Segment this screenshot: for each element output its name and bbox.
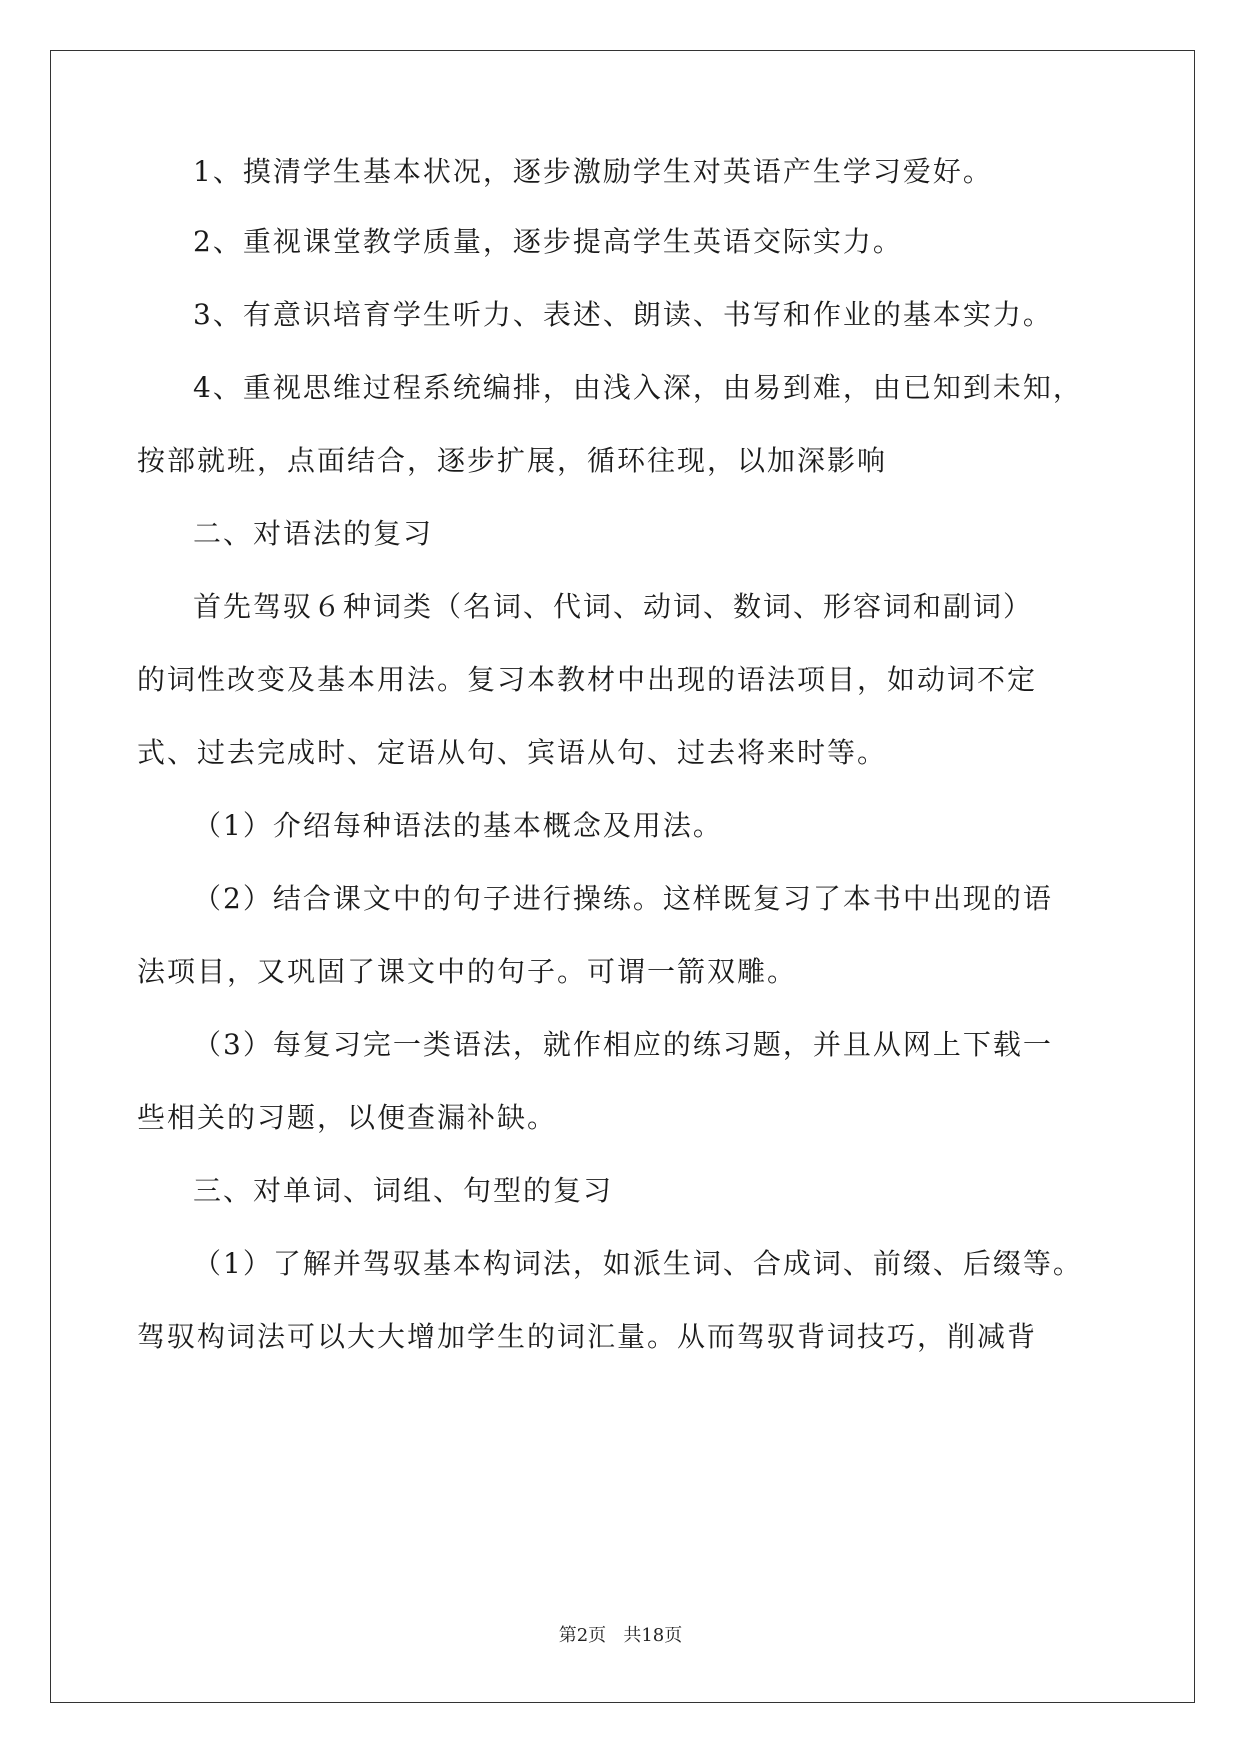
text-line: 式、过去完成时、定语从句、宾语从句、过去将来时等。 <box>137 736 888 769</box>
text-line: 3、有意识培育学生听力、表述、朗读、书写和作业的基本实力。 <box>193 298 1053 331</box>
text-line: 2、重视课堂教学质量，逐步提高学生英语交际实力。 <box>193 225 903 258</box>
text-line: 的词性改变及基本用法。复习本教材中出现的语法项目，如动词不定 <box>137 663 1038 696</box>
section-heading: 三、对单词、词组、句型的复习 <box>193 1174 614 1207</box>
page-total: 共18页 <box>623 1625 683 1646</box>
text-line: 法项目，又巩固了课文中的句子。可谓一箭双雕。 <box>137 955 798 988</box>
text-line: （1）了解并驾驭基本构词法，如派生词、合成词、前缀、后缀等。 <box>193 1247 1083 1280</box>
page-footer <box>0 1624 1241 1648</box>
section-heading: 二、对语法的复习 <box>193 517 434 550</box>
page-number: 第2页 <box>558 1625 607 1646</box>
text-line: 4、重视思维过程系统编排，由浅入深，由易到难，由已知到未知， <box>193 371 1083 404</box>
text-line: （2）结合课文中的句子进行操练。这样既复习了本书中出现的语 <box>193 882 1053 915</box>
text-line: 1、摸清学生基本状况，逐步激励学生对英语产生学习爱好。 <box>193 155 993 188</box>
text-line: （1）介绍每种语法的基本概念及用法。 <box>193 809 723 842</box>
text-line: 些相关的习题，以便查漏补缺。 <box>137 1101 558 1134</box>
text-line: 按部就班，点面结合，逐步扩展，循环往现，以加深影响 <box>137 444 888 477</box>
text-line: （3）每复习完一类语法，就作相应的练习题，并且从网上下载一 <box>193 1028 1053 1061</box>
text-line: 驾驭构词法可以大大增加学生的词汇量。从而驾驭背词技巧，削减背 <box>137 1320 1038 1353</box>
text-line: 首先驾驭６种词类（名词、代词、动词、数词、形容词和副词） <box>193 590 1034 623</box>
